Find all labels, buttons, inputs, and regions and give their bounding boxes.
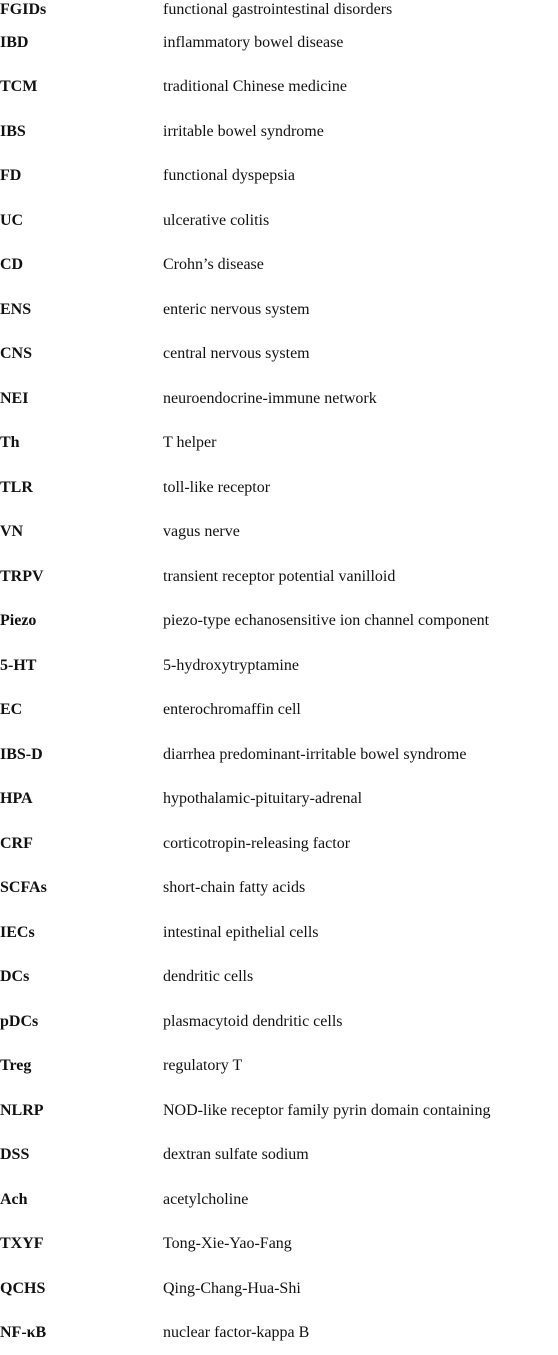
abbreviation-row (0, 154, 558, 199)
abbreviation-row (0, 1177, 558, 1222)
abbreviation-term: IBS (0, 109, 163, 154)
abbreviation-definition: regulatory T (163, 1044, 558, 1089)
abbreviation-definition: acetylcholine (163, 1177, 558, 1222)
abbreviation-row (0, 643, 558, 688)
abbreviation-term: Th (0, 421, 163, 466)
abbreviation-row (0, 510, 558, 555)
abbreviation-row (0, 198, 558, 243)
abbreviation-term: TLR (0, 465, 163, 510)
abbreviation-definition: toll-like receptor (163, 465, 558, 510)
abbreviation-term: IECs (0, 910, 163, 955)
abbreviation-definition: central nervous system (163, 332, 558, 377)
abbreviation-definition: intestinal epithelial cells (163, 910, 558, 955)
abbreviation-row (0, 999, 558, 1044)
abbreviation-term: IBS-D (0, 732, 163, 777)
abbreviation-term: IBD (0, 20, 163, 65)
abbreviation-row (0, 732, 558, 777)
abbreviation-definition: piezo-type echanosensitive ion channel component (163, 599, 558, 644)
abbreviation-term: EC (0, 688, 163, 733)
abbreviation-term: Piezo (0, 599, 163, 644)
abbreviation-row (0, 287, 558, 332)
abbreviation-row (0, 109, 558, 154)
abbreviation-row (0, 1222, 558, 1267)
abbreviation-row (0, 65, 558, 110)
abbreviation-term: HPA (0, 777, 163, 822)
abbreviation-definition: enteric nervous system (163, 287, 558, 332)
abbreviation-term: DCs (0, 955, 163, 1000)
abbreviation-term: UC (0, 198, 163, 243)
abbreviation-term: CNS (0, 332, 163, 377)
abbreviation-definition: traditional Chinese medicine (163, 65, 558, 110)
abbreviation-definition: 5-hydroxytryptamine (163, 643, 558, 688)
abbreviation-row (0, 1088, 558, 1133)
abbreviation-definition: NOD-like receptor family pyrin domain containing (163, 1088, 558, 1133)
abbreviation-definition: irritable bowel syndrome (163, 109, 558, 154)
abbreviation-definition: dextran sulfate sodium (163, 1133, 558, 1178)
abbreviation-term: FD (0, 154, 163, 199)
abbreviation-definition: ulcerative colitis (163, 198, 558, 243)
abbreviation-term: CRF (0, 821, 163, 866)
abbreviation-row (0, 20, 558, 65)
abbreviation-term: VN (0, 510, 163, 555)
abbreviation-row (0, 955, 558, 1000)
abbreviation-row (0, 910, 558, 955)
abbreviation-row (0, 376, 558, 421)
abbreviation-term: CD (0, 243, 163, 288)
abbreviation-definition: inflammatory bowel disease (163, 20, 558, 65)
abbreviation-row (0, 1266, 558, 1311)
abbreviation-term: SCFAs (0, 866, 163, 911)
abbreviation-term: TRPV (0, 554, 163, 599)
abbreviation-row (0, 821, 558, 866)
abbreviation-row (0, 1133, 558, 1178)
abbreviation-term: TXYF (0, 1222, 163, 1267)
abbreviation-row (0, 554, 558, 599)
abbreviation-row (0, 599, 558, 644)
abbreviation-definition: nuclear factor-kappa B (163, 1311, 558, 1355)
abbreviation-term: NLRP (0, 1088, 163, 1133)
abbreviation-definition: enterochromaffin cell (163, 688, 558, 733)
abbreviation-row (0, 866, 558, 911)
abbreviation-term: Ach (0, 1177, 163, 1222)
abbreviation-row (0, 465, 558, 510)
abbreviation-row (0, 777, 558, 822)
abbreviation-definition: dendritic cells (163, 955, 558, 1000)
abbreviation-row (0, 243, 558, 288)
abbreviation-term: TCM (0, 65, 163, 110)
abbreviation-term: NEI (0, 376, 163, 421)
abbreviation-definition: short-chain fatty acids (163, 866, 558, 911)
abbreviation-definition: neuroendocrine-immune network (163, 376, 558, 421)
abbreviation-term: QCHS (0, 1266, 163, 1311)
abbreviation-definition: vagus nerve (163, 510, 558, 555)
abbreviation-definition: functional dyspepsia (163, 154, 558, 199)
abbreviation-row (0, 1044, 558, 1089)
abbreviation-term: 5-HT (0, 643, 163, 688)
abbreviation-row (0, 332, 558, 377)
abbreviation-row (0, 0, 558, 20)
abbreviation-definition: hypothalamic-pituitary-adrenal (163, 777, 558, 822)
abbreviation-definition: T helper (163, 421, 558, 466)
abbreviation-term: DSS (0, 1133, 163, 1178)
abbreviation-definition: transient receptor potential vanilloid (163, 554, 558, 599)
abbreviation-definition: Qing-Chang-Hua-Shi (163, 1266, 558, 1311)
abbreviation-definition: functional gastrointestinal disorders (163, 0, 558, 20)
abbreviation-definition: Tong-Xie-Yao-Fang (163, 1222, 558, 1267)
abbreviation-definition: plasmacytoid dendritic cells (163, 999, 558, 1044)
abbreviation-term: FGIDs (0, 0, 163, 20)
abbreviation-definition: diarrhea predominant-irritable bowel syndrome (163, 732, 558, 777)
abbreviation-row (0, 421, 558, 466)
abbreviation-term: ENS (0, 287, 163, 332)
abbreviation-row (0, 1311, 558, 1355)
abbreviation-definition: Crohn’s disease (163, 243, 558, 288)
abbreviation-row (0, 688, 558, 733)
abbreviation-definition: corticotropin-releasing factor (163, 821, 558, 866)
abbreviation-term: pDCs (0, 999, 163, 1044)
abbreviation-term: NF-κB (0, 1311, 163, 1355)
abbreviation-term: Treg (0, 1044, 163, 1089)
